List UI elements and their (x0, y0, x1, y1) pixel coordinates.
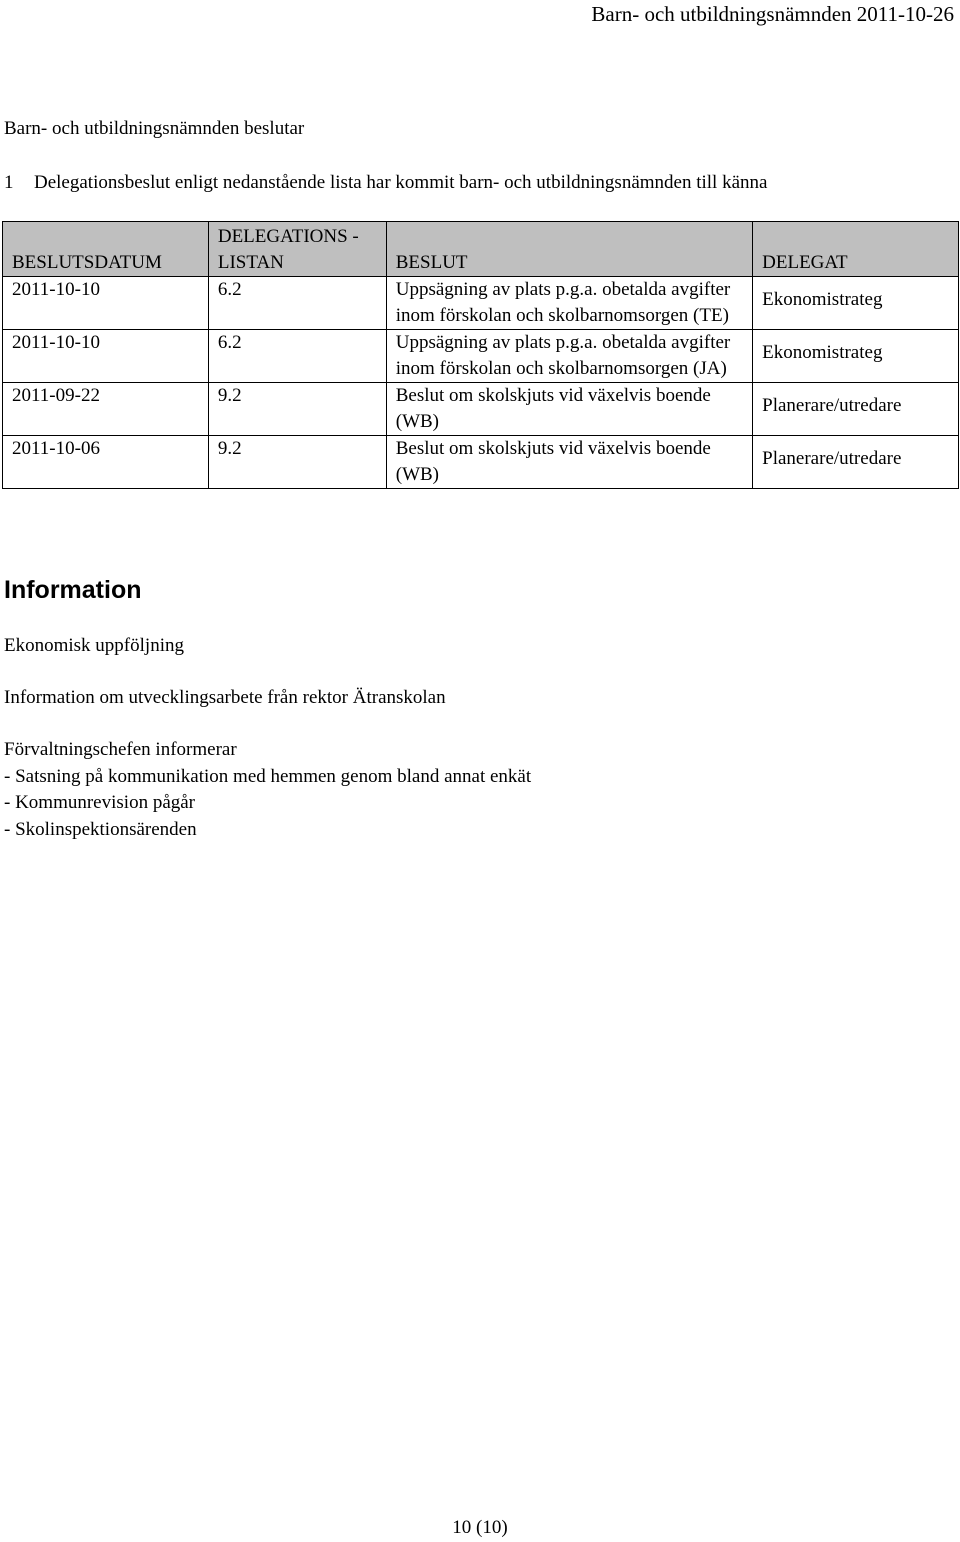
decision-intro: Barn- och utbildningsnämnden beslutar (4, 118, 305, 139)
cell-date: 2011-10-10 (3, 277, 209, 330)
cell-decision: Beslut om skolskjuts vid växelvis boende (WB) (386, 436, 752, 489)
cell-delegate: Planerare/utredare (753, 436, 959, 489)
table-row (3, 436, 959, 489)
information-item: Information om utvecklingsarbete från rektor Ätranskolan (4, 687, 446, 708)
cell-list: 9.2 (208, 383, 386, 436)
information-heading: Information (4, 576, 142, 604)
page-number: 10 (10) (452, 1517, 508, 1538)
cell-date: 2011-10-06 (3, 436, 209, 489)
header-delegationslistan: DELEGATIONS -LISTAN (208, 222, 386, 277)
information-item: Ekonomisk uppföljning (4, 635, 184, 656)
cell-decision: Uppsägning av plats p.g.a. obetalda avgifter inom förskolan och skolbarnomsorgen (JA) (386, 330, 752, 383)
table-row (3, 277, 959, 330)
agenda-item (4, 172, 767, 194)
cell-delegate: Ekonomistrateg (753, 330, 959, 383)
information-bullet: - Satsning på kommunikation med hemmen genom bland annat enkät (4, 765, 532, 787)
information-block (4, 737, 531, 843)
table-row (3, 330, 959, 383)
delegation-table (2, 221, 959, 489)
cell-list: 9.2 (208, 436, 386, 489)
cell-delegate: Ekonomistrateg (753, 277, 959, 330)
table-row (3, 383, 959, 436)
cell-decision: Beslut om skolskjuts vid växelvis boende (WB) (386, 383, 752, 436)
information-block-title: Förvaltningschefen informerar (4, 739, 237, 760)
cell-list: 6.2 (208, 330, 386, 383)
page-header-title: Barn- och utbildningsnämnden 2011-10-26 (591, 2, 954, 26)
agenda-item-text: Delegationsbeslut enligt nedanstående lista har kommit barn- och utbildningsnämnden till känna (34, 172, 768, 193)
information-bullet: - Kommunrevision pågår (4, 792, 196, 813)
information-bullet: - Skolinspektionsärenden (4, 818, 197, 840)
cell-date: 2011-09-22 (3, 383, 209, 436)
agenda-item-number: 1 (4, 172, 14, 193)
header-beslutsdatum: BESLUTSDATUM (3, 222, 209, 277)
cell-list: 6.2 (208, 277, 386, 330)
header-delegat: DELEGAT (753, 222, 959, 277)
cell-decision: Uppsägning av plats p.g.a. obetalda avgifter inom förskolan och skolbarnomsorgen (TE) (386, 277, 752, 330)
table-header-row (3, 222, 959, 277)
cell-delegate: Planerare/utredare (753, 383, 959, 436)
cell-date: 2011-10-10 (3, 330, 209, 383)
header-beslut: BESLUT (386, 222, 752, 277)
